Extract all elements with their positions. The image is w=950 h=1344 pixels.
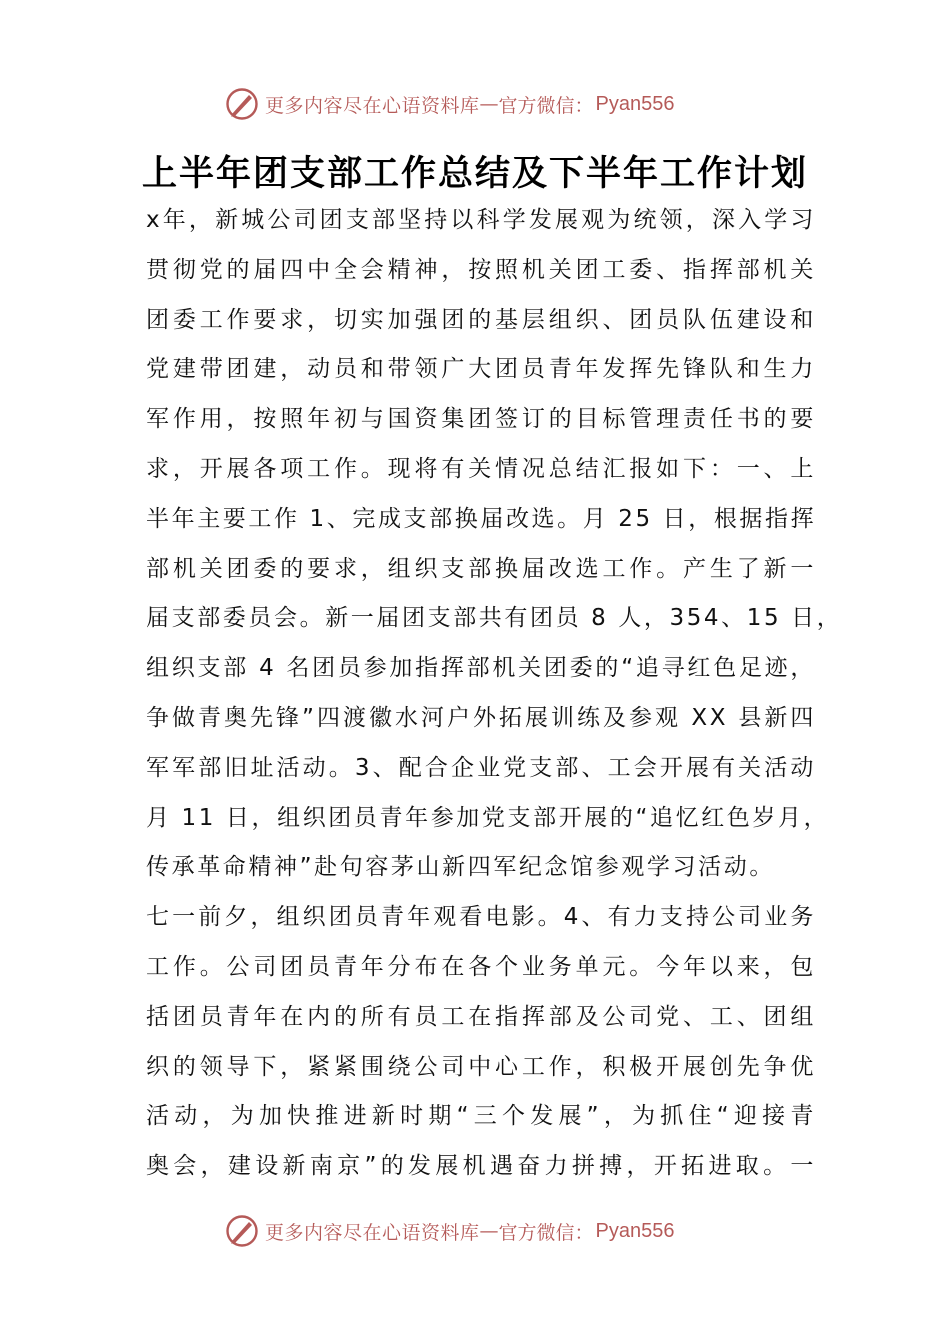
body-line: 贯彻党的届四中全会精神，按照机关团工委、指挥部机关 [146,256,816,283]
footer-banner-text: 更多内容尽在心语资料库 [265,1221,480,1244]
footer-banner-contact-label: 官方微信： [498,1221,594,1244]
body-line: 工作。公司团员青年分布在各个业务单元。今年以来，包 [146,953,816,980]
body-line: 传承革命精神”赴句容茅山新四军纪念馆参观学习活动。 [146,854,775,881]
header-banner-contact-id: Pyan556 [595,92,675,115]
body-line: 军军部旧址活动。3、配合企业党支部、工会开展有关活动 [146,754,816,781]
footer-banner-contact-id: Pyan556 [595,1219,675,1242]
body-line: 织的领导下，紧紧围绕公司中心工作，积极开展创先争优 [146,1053,816,1080]
body-line: 部机关团委的要求，组织支部换届改选工作。产生了新一 [146,555,816,582]
body-line: 届支部委员会。新一届团支部共有团员 8 人，354、15 日， [146,605,843,632]
body-line: 求，开展各项工作。现将有关情况总结汇报如下：一、上 [146,455,816,482]
body-line: 活动，为加快推进新时期“三个发展”，为抓住“迎接青 [146,1103,816,1130]
document-body [146,196,843,1192]
pen-circle-logo-icon [225,1214,259,1248]
body-line: 党建带团建，动员和带领广大团员青年发挥先锋队和生力 [146,356,816,383]
body-line: 括团员青年在内的所有员工在指挥部及公司党、工、团组 [146,1003,816,1030]
header-banner-separator: — [479,93,499,115]
body-line: 半年主要工作 1、完成支部换届改选。月 25 日，根据指挥 [146,505,817,532]
body-line: 团委工作要求，切实加强团的基层组织、团员队伍建设和 [146,306,816,333]
body-line: 军作用，按照年初与国资集团签订的目标管理责任书的要 [146,406,816,433]
header-banner [225,84,675,124]
body-line: 月 11 日，组织团员青年参加党支部开展的“追忆红色岁月， [146,804,830,831]
header-banner-contact-label: 官方微信： [498,94,594,117]
pen-circle-logo-icon [225,87,259,121]
footer-banner [225,1211,675,1251]
document-title: 上半年团支部工作总结及下半年工作计划 [141,153,808,194]
header-banner-text: 更多内容尽在心语资料库 [265,94,480,117]
body-line: 奥会，建设新南京”的发展机遇奋力拼搏，开拓进取。一 [146,1153,816,1180]
body-line: x年，新城公司团支部坚持以科学发展观为统领，深入学习 [146,207,816,233]
body-line: 组织支部 4 名团员参加指挥部机关团委的“追寻红色足迹， [146,655,816,682]
body-line: 七一前夕，组织团员青年观看电影。4、有力支持公司业务 [146,904,816,931]
body-line: 争做青奥先锋”四渡徽水河户外拓展训练及参观 XX 县新四 [146,704,816,731]
footer-banner-separator: — [479,1220,499,1242]
